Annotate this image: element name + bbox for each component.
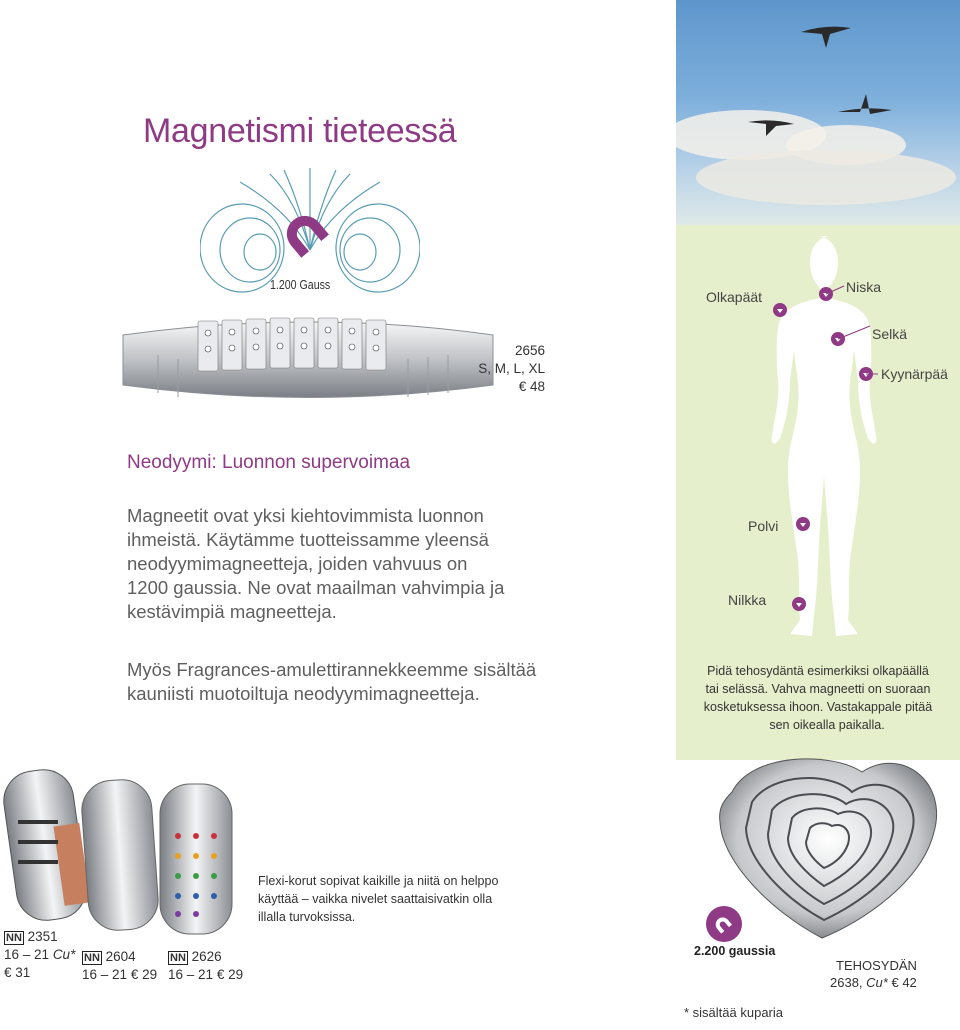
bracelets-group-image [0,760,250,945]
bracelet-price-block [478,342,545,396]
page-title: Magnetismi tieteessä [143,112,457,150]
bracelet-price: € 48 [518,379,545,394]
heart-pendant-image [712,752,948,942]
product-2626: NN 2626 16 – 21 € 29 [168,949,244,982]
heart-name: TEHOSYDÄN [836,958,917,973]
label-niska: Niska [846,279,882,295]
heart-gauss-label: 2.200 gaussia [694,944,776,958]
footnote: * sisältää kuparia [684,1005,783,1020]
flexi-bracelet-image [118,315,498,407]
label-selka: Selkä [872,326,908,342]
body-map-panel [676,0,960,760]
nn-magnet-badge-icon: NN [170,952,186,964]
magnet-icon [706,906,742,942]
label-polvi: Polvi [748,518,779,534]
nn-magnet-badge-icon: NN [84,952,100,964]
product-2351: NN 2351 16 – 21 Cu* € 31 [4,929,76,980]
bracelet-sizes: S, M, L, XL [478,361,545,376]
label-kyynarpaa: Kyynärpää [881,366,948,382]
body-map-caption: Pidä tehosydäntä esimerkiksi olkapäällä tai selässä. Vahva magneetti on suoraan kosketuksessa ihoon. Vastakappale pitää sen oikealla paikalla. [703,664,933,732]
section-subheading: Neodyymi: Luonnon supervoimaa [127,452,411,473]
gauss-label: 1.200 Gauss [270,278,331,292]
heart-price-line: 2638, Cu* € 42 [830,975,917,990]
bracelet-code: 2656 [514,343,545,358]
label-nilkka: Nilkka [728,592,767,608]
nn-magnet-badge-icon: NN [6,932,22,944]
flexi-text: Flexi-korut sopivat kaikille ja niitä on helppo käyttää – vaikka nivelet saattaisivatkin olla illalla turvoksissa. [258,874,499,924]
paragraph-1: Magneetit ovat yksi kiehtovimmista luonnon ihmeistä. Käytämme tuotteissamme yleensä neodyymimagneetteja, joiden vahvuus on 1200 gaussia. Ne ovat maailman vahvimpia ja kestävimpiä magneetteja. [127,505,505,622]
paragraph-2: Myös Fragrances-amulettirannekkeemme sisältää kauniisti muotoiltuja neodyymimagneetteja. [127,659,537,704]
label-olkapaat: Olkapäät [706,289,763,305]
product-2604: NN 2604 16 – 21 € 29 [82,949,158,982]
